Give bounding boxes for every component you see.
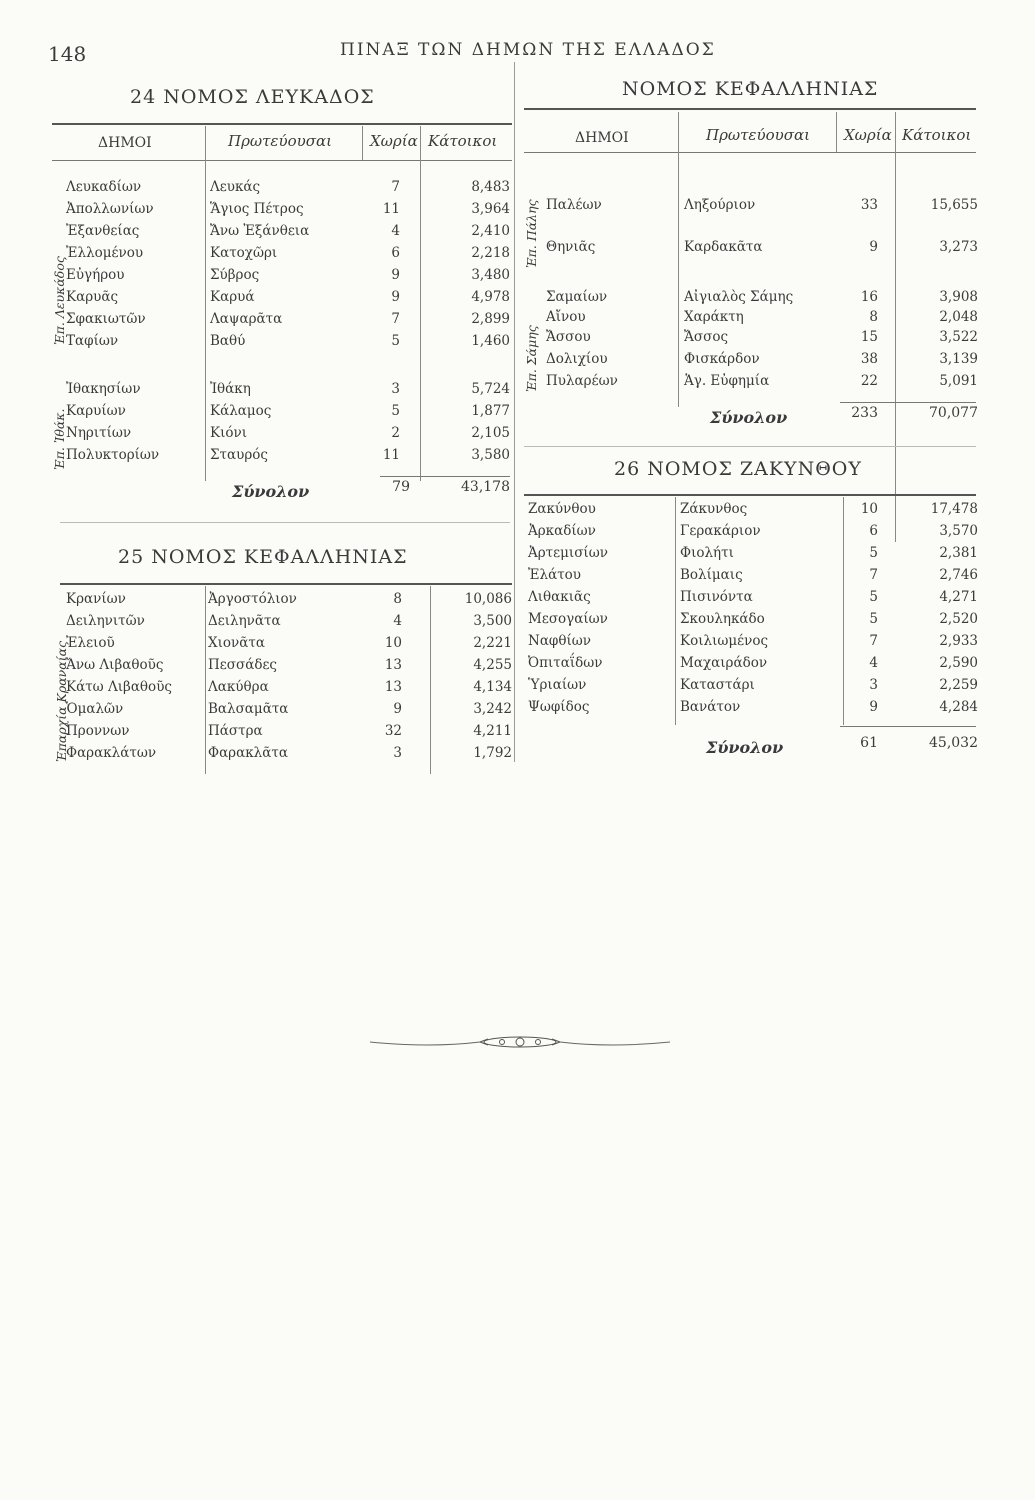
page-number: 148 (48, 42, 87, 66)
lefkados-cell-choria: 7 (391, 179, 400, 195)
lefkados-cell-dimos: Λευκαδίων (66, 179, 142, 195)
kefallinias_a-cell-choria: 9 (393, 701, 402, 717)
kefallinias_b-cell-protevousa: Ἄσσος (684, 329, 729, 345)
lefkados-cell-dimos: Εὐγήρου (66, 267, 125, 283)
kefallinias_a-cell-katoikoi: 3,500 (473, 613, 512, 629)
kefallinias_a-cell-protevousa: Δειληνᾶτα (208, 613, 281, 629)
lefkados-cell-protevousa: Ἰθάκη (210, 381, 251, 397)
column-divider (514, 62, 515, 762)
kefallinias_b-cell-dimos: Παλέων (546, 197, 602, 213)
zakynthou-cell-choria: 7 (869, 567, 878, 583)
kefallinias_b-cell-dimos: Πυλαρέων (546, 373, 618, 389)
lefkados-cell-protevousa: Ἅγιος Πέτρος (210, 201, 304, 217)
lefkados-cell-choria: 4 (391, 223, 400, 239)
kefallinias_b-cell-dimos: Αἴνου (546, 309, 586, 325)
lefkados-province-2: Ἐπ. Ἰθάκ. (52, 408, 67, 470)
lefkados-cell-dimos: Ἐλλομένου (66, 245, 144, 261)
lefkados-cell-protevousa: Βαθύ (210, 333, 246, 349)
zakynthou-cell-choria: 5 (869, 611, 878, 627)
kefallinias_b-cell-choria: 33 (860, 197, 878, 213)
zakynthou-cell-protevousa: Πισινόντα (680, 589, 753, 605)
zakynthou-cell-choria: 10 (860, 501, 878, 517)
zakynthou-cell-choria: 3 (869, 677, 878, 693)
lefkados-cell-choria: 3 (391, 381, 400, 397)
kefallinias_a-cell-katoikoi: 1,792 (473, 745, 512, 761)
lefkados-cell-katoikoi: 3,580 (471, 447, 510, 463)
kefallinias_a-cell-protevousa: Φαρακλᾶτα (208, 745, 288, 761)
kefallinias_b-cell-dimos: Δολιχίου (546, 351, 608, 367)
zakynthou-title: 26 ΝΟΜΟΣ ΖΑΚΥΝΘΟΥ (614, 458, 862, 480)
lefkados-cell-choria: 11 (382, 447, 400, 463)
kefallinias-b-total-katoikoi: 70,077 (929, 405, 978, 421)
kefallinias_b-cell-protevousa: Ἁγ. Εὐφημία (684, 373, 770, 389)
kefallinias_a-cell-dimos: Δειληνιτῶν (66, 613, 145, 629)
lefkados-cell-choria: 7 (391, 311, 400, 327)
zakynthou-cell-dimos: Ψωφίδος (528, 699, 590, 715)
zakynthou-cell-katoikoi: 17,478 (930, 501, 978, 517)
lefkados-hdr-protevousa: Πρωτεύουσαι (228, 132, 332, 150)
kefallinias_b-cell-dimos: Ἄσσου (546, 329, 591, 345)
lefkados-title: 24 ΝΟΜΟΣ ΛΕΥΚΑΔΟΣ (130, 86, 375, 108)
kefallinias-a-province: Ἐπαρχία Κραναίας (54, 640, 69, 762)
lefkados-cell-katoikoi: 2,899 (471, 311, 510, 327)
kefallinias_a-cell-protevousa: Βαλσαμᾶτα (208, 701, 289, 717)
kefallinias_b-cell-katoikoi: 15,655 (930, 197, 978, 213)
zakynthou-cell-katoikoi: 2,520 (939, 611, 978, 627)
lefkados-total-choria: 79 (392, 479, 410, 495)
zakynthou-cell-katoikoi: 2,590 (939, 655, 978, 671)
kefallinias_b-cell-choria: 38 (860, 351, 878, 367)
zakynthou-cell-dimos: Ἀρτεμισίων (528, 545, 608, 561)
kefallinias-b-title: ΝΟΜΟΣ ΚΕΦΑΛΛΗΝΙΑΣ (622, 78, 879, 100)
zakynthou-cell-katoikoi: 2,259 (939, 677, 978, 693)
kefallinias_a-cell-choria: 4 (393, 613, 402, 629)
zakynthou-cell-choria: 5 (869, 545, 878, 561)
zakynthou-total-choria: 61 (860, 735, 878, 751)
zakynthou-cell-protevousa: Κοιλιωμένος (680, 633, 769, 649)
lefkados-cell-choria: 11 (382, 201, 400, 217)
zakynthou-cell-protevousa: Γερακάριον (680, 523, 761, 539)
zakynthou-cell-choria: 6 (869, 523, 878, 539)
kefallinias_a-cell-dimos: Φαρακλάτων (66, 745, 157, 761)
zakynthou-cell-choria: 4 (869, 655, 878, 671)
kefallinias_a-cell-katoikoi: 4,134 (473, 679, 512, 695)
kefallinias-b-hdr-choria: Χωρία (844, 126, 892, 144)
zakynthou-cell-katoikoi: 2,381 (939, 545, 978, 561)
zakynthou-cell-protevousa: Καταστάρι (680, 677, 755, 693)
kefallinias_a-cell-choria: 8 (393, 591, 402, 607)
kefallinias-b-province-1: Ἐπ. Πάλης (524, 199, 539, 268)
kefallinias-b-vrule-2 (836, 112, 837, 152)
kefallinias_a-cell-protevousa: Λακύθρα (208, 679, 269, 695)
lefkados-cell-katoikoi: 3,480 (471, 267, 510, 283)
lefkados-cell-protevousa: Καρυά (210, 289, 255, 305)
kefallinias-a-title: 25 ΝΟΜΟΣ ΚΕΦΑΛΛΗΝΙΑΣ (118, 546, 408, 568)
kefallinias-b-end-rule (524, 446, 976, 447)
zakynthou-cell-dimos: Ἀρκαδίων (528, 523, 596, 539)
lefkados-total-label: Σύνολον (232, 482, 310, 501)
ornament-divider (370, 1030, 670, 1054)
kefallinias_b-cell-protevousa: Καρδακᾶτα (684, 239, 763, 255)
zakynthou-cell-katoikoi: 2,933 (939, 633, 978, 649)
kefallinias_a-cell-dimos: Προννων (66, 723, 130, 739)
zakynthou-vrule-1 (675, 497, 676, 725)
lefkados-cell-protevousa: Λαψαρᾶτα (210, 311, 283, 327)
kefallinias_b-cell-katoikoi: 5,091 (939, 373, 978, 389)
kefallinias_b-cell-dimos: Θηνιᾶς (546, 239, 596, 255)
lefkados-vrule-1 (205, 126, 206, 481)
kefallinias_b-cell-protevousa: Φισκάρδον (684, 351, 760, 367)
kefallinias_a-cell-katoikoi: 3,242 (473, 701, 512, 717)
lefkados-vrule-3 (420, 126, 421, 481)
lefkados-cell-dimos: Καρυίων (66, 403, 126, 419)
lefkados-cell-protevousa: Κατοχῶρι (210, 245, 278, 261)
kefallinias_b-cell-katoikoi: 3,139 (939, 351, 978, 367)
kefallinias_b-cell-protevousa: Χαράκτη (684, 309, 744, 325)
kefallinias-b-sum-rule (840, 402, 976, 403)
kefallinias_a-cell-choria: 13 (384, 657, 402, 673)
kefallinias_b-cell-dimos: Σαμαίων (546, 289, 608, 305)
lefkados-cell-dimos: Πολυκτορίων (66, 447, 160, 463)
kefallinias_a-cell-dimos: Ἐλειοῦ (66, 635, 115, 651)
lefkados-cell-choria: 2 (391, 425, 400, 441)
kefallinias_b-cell-katoikoi: 2,048 (939, 309, 978, 325)
lefkados-vrule-2 (362, 126, 363, 160)
lefkados-cell-dimos: Καρυᾶς (66, 289, 119, 305)
zakynthou-cell-choria: 7 (869, 633, 878, 649)
lefkados-cell-protevousa: Κιόνι (210, 425, 248, 441)
lefkados-cell-choria: 6 (391, 245, 400, 261)
kefallinias-b-hdr-dimoi: ΔΗΜΟΙ (575, 130, 629, 146)
zakynthou-cell-dimos: Ἐλάτου (528, 567, 581, 583)
zakynthou-cell-katoikoi: 3,570 (939, 523, 978, 539)
lefkados-cell-dimos: Ἀπολλωνίων (66, 201, 154, 217)
zakynthou-total-label: Σύνολον (706, 738, 784, 757)
lefkados-cell-dimos: Ταφίων (66, 333, 119, 349)
lefkados-cell-dimos: Νηριτίων (66, 425, 132, 441)
kefallinias_b-cell-katoikoi: 3,908 (939, 289, 978, 305)
kefallinias_a-cell-dimos: Κάτω Λιβαθοῦς (66, 679, 172, 695)
lefkados-cell-protevousa: Ἄνω Ἐξάνθεια (210, 223, 310, 239)
lefkados-total-katoikoi: 43,178 (461, 479, 510, 495)
zakynthou-cell-protevousa: Φιολήτι (680, 545, 734, 561)
lefkados-cell-dimos: Σφακιωτῶν (66, 311, 146, 327)
kefallinias_a-cell-choria: 3 (393, 745, 402, 761)
lefkados-cell-dimos: Ἰθακησίων (66, 381, 141, 397)
lefkados-cell-katoikoi: 1,877 (471, 403, 510, 419)
lefkados-cell-choria: 5 (391, 333, 400, 349)
kefallinias_a-cell-dimos: Ἄνω Λιβαθοῦς (66, 657, 164, 673)
kefallinias_a-cell-protevousa: Ἀργοστόλιον (208, 591, 297, 607)
zakynthou-cell-dimos: Ὑριαίων (528, 677, 587, 693)
kefallinias-b-total-label: Σύνολον (710, 408, 788, 427)
kefallinias-b-province-2: Ἐπ. Σάμης (524, 325, 539, 392)
kefallinias_a-cell-katoikoi: 2,221 (473, 635, 512, 651)
lefkados-cell-katoikoi: 4,978 (471, 289, 510, 305)
lefkados-top-rule (52, 123, 512, 125)
lefkados-hdr-rule (52, 160, 512, 161)
kefallinias_b-cell-choria: 9 (869, 239, 878, 255)
lefkados-cell-katoikoi: 2,410 (471, 223, 510, 239)
lefkados-cell-protevousa: Κάλαμος (210, 403, 272, 419)
zakynthou-cell-dimos: Ζακύνθου (528, 501, 596, 517)
zakynthou-cell-katoikoi: 4,271 (939, 589, 978, 605)
lefkados-hdr-choria: Χωρία (370, 132, 418, 150)
kefallinias_a-cell-protevousa: Πάστρα (208, 723, 263, 739)
kefallinias_b-cell-choria: 16 (860, 289, 878, 305)
running-head: ΠΙΝΑΞ ΤΩΝ ΔΗΜΩΝ ΤΗΣ ΕΛΛΑΔΟΣ (340, 40, 716, 60)
zakynthou-cell-katoikoi: 2,746 (939, 567, 978, 583)
zakynthou-cell-protevousa: Βολίμαις (680, 567, 743, 583)
kefallinias-b-total-choria: 233 (851, 405, 878, 421)
zakynthou-cell-dimos: Ναφθίων (528, 633, 592, 649)
zakynthou-top-rule (524, 494, 976, 496)
kefallinias_a-cell-katoikoi: 4,211 (473, 723, 512, 739)
kefallinias_b-cell-choria: 8 (869, 309, 878, 325)
kefallinias-b-top-rule (524, 108, 976, 110)
lefkados-cell-choria: 9 (391, 267, 400, 283)
kefallinias_b-cell-katoikoi: 3,273 (939, 239, 978, 255)
lefkados-sum-rule (380, 476, 510, 477)
kefallinias_a-cell-choria: 32 (384, 723, 402, 739)
zakynthou-cell-choria: 9 (869, 699, 878, 715)
lefkados-cell-protevousa: Σταυρός (210, 447, 268, 463)
kefallinias-b-hdr-rule (524, 152, 976, 153)
lefkados-cell-katoikoi: 8,483 (471, 179, 510, 195)
lefkados-cell-protevousa: Σύβρος (210, 267, 260, 283)
zakynthou-total-katoikoi: 45,032 (929, 735, 978, 751)
kefallinias_a-cell-choria: 13 (384, 679, 402, 695)
zakynthou-cell-dimos: Μεσογαίων (528, 611, 608, 627)
kefallinias_a-cell-dimos: Ὁμαλῶν (66, 701, 124, 717)
kefallinias_a-cell-katoikoi: 4,255 (473, 657, 512, 673)
lefkados-cell-katoikoi: 2,105 (471, 425, 510, 441)
zakynthou-cell-choria: 5 (869, 589, 878, 605)
zakynthou-cell-protevousa: Σκουληκάδο (680, 611, 765, 627)
kefallinias-a-top-rule (60, 583, 512, 585)
lefkados-hdr-katoikoi: Κάτοικοι (428, 132, 498, 150)
zakynthou-cell-protevousa: Ζάκυνθος (680, 501, 748, 517)
lefkados-cell-katoikoi: 2,218 (471, 245, 510, 261)
lefkados-end-rule (60, 522, 510, 523)
kefallinias_a-cell-protevousa: Χιονᾶτα (208, 635, 265, 651)
lefkados-cell-katoikoi: 1,460 (471, 333, 510, 349)
kefallinias-b-vrule-3 (895, 112, 896, 542)
kefallinias-a-vrule-2 (430, 586, 431, 774)
lefkados-cell-choria: 9 (391, 289, 400, 305)
lefkados-cell-choria: 5 (391, 403, 400, 419)
lefkados-hdr-dimoi: ΔΗΜΟΙ (98, 135, 152, 151)
zakynthou-cell-katoikoi: 4,284 (939, 699, 978, 715)
lefkados-cell-protevousa: Λευκάς (210, 179, 261, 195)
kefallinias_a-cell-dimos: Κρανίων (66, 591, 126, 607)
lefkados-province-1: Ἐπ. Λευκάδος (52, 256, 67, 345)
zakynthou-cell-dimos: Λιθακιᾶς (528, 589, 591, 605)
kefallinias-a-vrule-1 (205, 586, 206, 774)
kefallinias-b-hdr-katoikoi: Κάτοικοι (902, 126, 972, 144)
kefallinias_a-cell-choria: 10 (384, 635, 402, 651)
lefkados-cell-dimos: Ἐξανθείας (66, 223, 140, 239)
zakynthou-cell-dimos: Ὀπιταΐδων (528, 655, 603, 671)
kefallinias_b-cell-choria: 22 (860, 373, 878, 389)
kefallinias-b-hdr-protevousa: Πρωτεύουσαι (706, 126, 810, 144)
kefallinias-b-vrule-1 (678, 112, 679, 407)
kefallinias_b-cell-protevousa: Αἰγιαλὸς Σάμης (684, 289, 794, 305)
kefallinias_b-cell-katoikoi: 3,522 (939, 329, 978, 345)
kefallinias_a-cell-katoikoi: 10,086 (464, 591, 512, 607)
kefallinias_b-cell-protevousa: Ληξούριον (684, 197, 756, 213)
lefkados-cell-katoikoi: 3,964 (471, 201, 510, 217)
lefkados-cell-katoikoi: 5,724 (471, 381, 510, 397)
zakynthou-cell-protevousa: Βανάτον (680, 699, 741, 715)
kefallinias_a-cell-protevousa: Πεσσάδες (208, 657, 277, 673)
kefallinias_b-cell-choria: 15 (860, 329, 878, 345)
zakynthou-sum-rule (840, 726, 976, 727)
zakynthou-cell-protevousa: Μαχαιράδον (680, 655, 768, 671)
